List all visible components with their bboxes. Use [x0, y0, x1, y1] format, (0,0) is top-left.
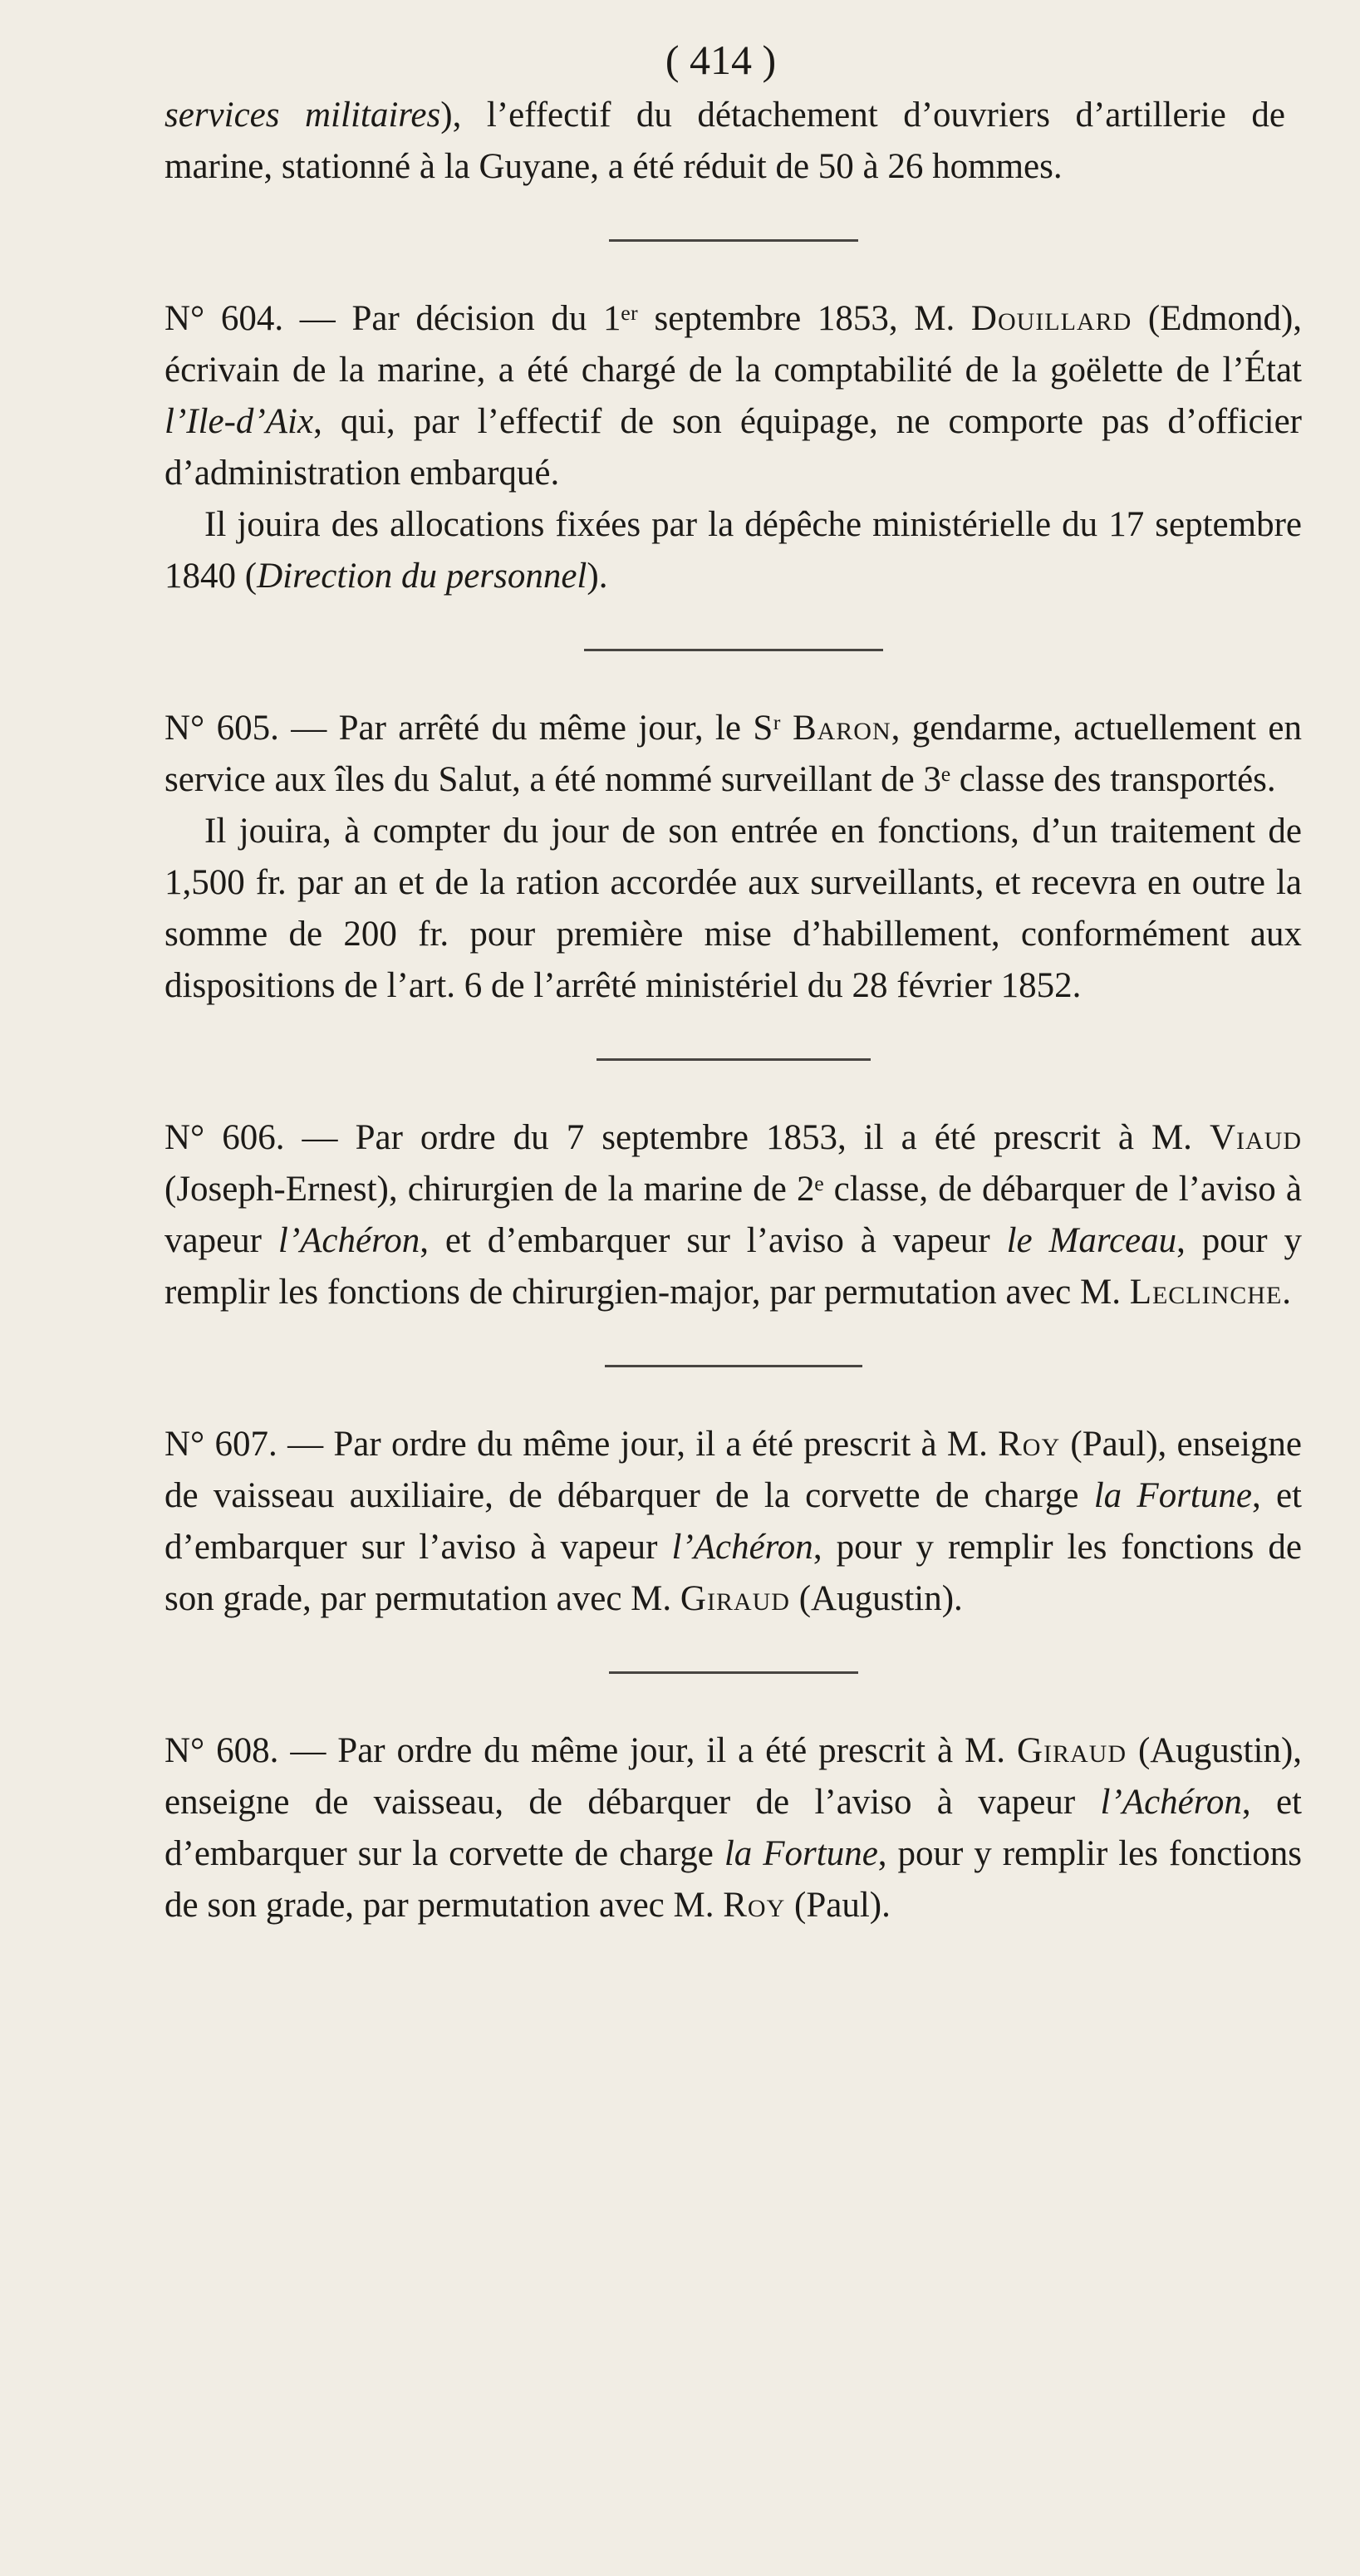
entry-607-text-a: — Par ordre du même jour, il a été prescrit à M.	[277, 1425, 999, 1464]
entry-604-text-b: (Edmond), écrivain de la marine, a été chargé de la comptabilité de la goëlette de l’État	[164, 299, 1303, 390]
entry-607	[164, 1419, 1302, 1625]
entry-604-text-a: — Par décision du 1ᵉʳ septembre 1853, M.	[283, 299, 971, 338]
entry-605-text-b: , gendarme, actuellement en service aux îles du Salut, a été nommé surveillant de 3ᵉ classe des transportés.	[164, 709, 1302, 799]
entry-606-number: N° 606.	[164, 1118, 285, 1157]
entry-605-p2: Il jouira, à compter du jour de son entrée en fonctions, d’un traitement de 1,500 fr. par an et de la ration accordée aux surveillants, et recevra en outre la somme de 200 fr. pour première mise d’habillement, conformément aux dispositions de l’art. 6 de l’arrêté ministériel du 28 février 1852.	[164, 812, 1302, 1005]
entry-608-text-d: , pour y remplir les fonctions de son grade, par permutation avec M.	[164, 1834, 1302, 1925]
entry-605-text-a: — Par arrêté du même jour, le Sʳ	[278, 709, 793, 748]
entry-606-ship-1: l’Achéron	[277, 1221, 420, 1260]
entry-608	[164, 1725, 1302, 1931]
entry-606-text-c: , et d’embarquer sur l’aviso à vapeur	[420, 1221, 1007, 1260]
entry-606-text-e: .	[1282, 1273, 1292, 1312]
entry-606-ship-2: le Marceau	[1006, 1221, 1177, 1260]
entry-608-text-a: — Par ordre du même jour, il a été prescrit à M.	[278, 1731, 1017, 1770]
intro-italic: services militaires	[164, 96, 441, 135]
entry-605	[164, 703, 1302, 1012]
entry-608-text-e: (Paul).	[785, 1886, 891, 1925]
entry-606-text-b: (Joseph-Ernest), chirurgien de la marine de 2ᵉ classe, de débarquer de l’aviso à vapeur	[164, 1170, 1302, 1260]
entry-606-text-d: , pour y remplir les fonctions de chirurgien-major, par permutation avec M.	[164, 1221, 1302, 1312]
entry-604-direction: Direction du personnel	[257, 557, 587, 596]
entry-607-text-e: (Augustin).	[789, 1579, 963, 1618]
entry-607-p1	[164, 1419, 1302, 1625]
entry-604-ship: l’Ile-d’Aix	[164, 402, 314, 441]
separator-rule	[597, 1058, 871, 1061]
separator-rule	[605, 1365, 862, 1367]
entry-608-name-2: Roy	[723, 1886, 786, 1925]
entry-604-p2-a: Il jouira des allocations fixées par la dépêche ministérielle du 17 septembre 1840 (	[164, 505, 1302, 596]
entry-604-p2-b: ).	[587, 557, 608, 596]
intro-paragraph	[164, 90, 1302, 193]
separator-rule	[584, 649, 883, 651]
entry-608-p1	[164, 1725, 1302, 1931]
entry-605-name: Baron	[792, 709, 891, 748]
entry-607-text-c: , et d’embarquer sur l’aviso à vapeur	[164, 1476, 1302, 1567]
entry-608-text-c: , et d’embarquer sur la corvette de charge	[164, 1783, 1302, 1873]
entry-604	[164, 293, 1302, 602]
separator-rule	[609, 1671, 858, 1674]
entry-607-ship-2: l’Achéron	[671, 1528, 813, 1567]
separator-rule	[609, 239, 858, 242]
entry-605-p1	[164, 703, 1302, 806]
entry-608-name: Giraud	[1016, 1731, 1127, 1770]
entry-606	[164, 1112, 1302, 1318]
entry-608-text-b: (Augustin), enseigne de vaisseau, de débarquer de l’aviso à vapeur	[164, 1731, 1303, 1822]
entry-606-p1	[164, 1112, 1302, 1318]
entry-607-name-2: Giraud	[680, 1579, 790, 1618]
entry-608-number: N° 608.	[164, 1731, 279, 1770]
entry-607-number: N° 607.	[164, 1425, 277, 1464]
entry-604-number: N° 604.	[164, 299, 284, 338]
entry-604-text-c: , qui, par l’effectif de son équipage, ne comporte pas d’officier d’administration embarqué.	[164, 402, 1302, 493]
page-number: ( 414 )	[665, 37, 777, 83]
entry-606-name-2: Leclinche	[1129, 1273, 1283, 1312]
entry-607-text-d: , pour y remplir les fonctions de son grade, par permutation avec M.	[164, 1528, 1302, 1618]
entry-604-p2	[164, 499, 1302, 602]
entry-608-ship-1: l’Achéron	[1100, 1783, 1242, 1822]
entry-605-number: N° 605.	[164, 709, 279, 748]
entry-607-ship-1: la Fortune	[1093, 1476, 1252, 1515]
intro-body: ), l’effectif du détachement d’ouvriers d’artillerie de marine, stationné à la Guyane, a été réduit de 50 à 26 hommes.	[164, 96, 1285, 186]
entry-604-name: Douillard	[970, 299, 1132, 338]
entry-606-text-a: — Par ordre du 7 septembre 1853, il a été prescrit à M.	[284, 1118, 1210, 1157]
entry-606-name: Viaud	[1209, 1118, 1302, 1157]
entry-608-ship-2: la Fortune	[724, 1834, 878, 1873]
entry-607-name: Roy	[998, 1425, 1061, 1464]
entry-604-p1	[164, 293, 1302, 499]
intro-text	[164, 90, 1302, 193]
entry-607-text-b: (Paul), enseigne de vaisseau auxiliaire, de débarquer de la corvette de charge	[164, 1425, 1302, 1515]
